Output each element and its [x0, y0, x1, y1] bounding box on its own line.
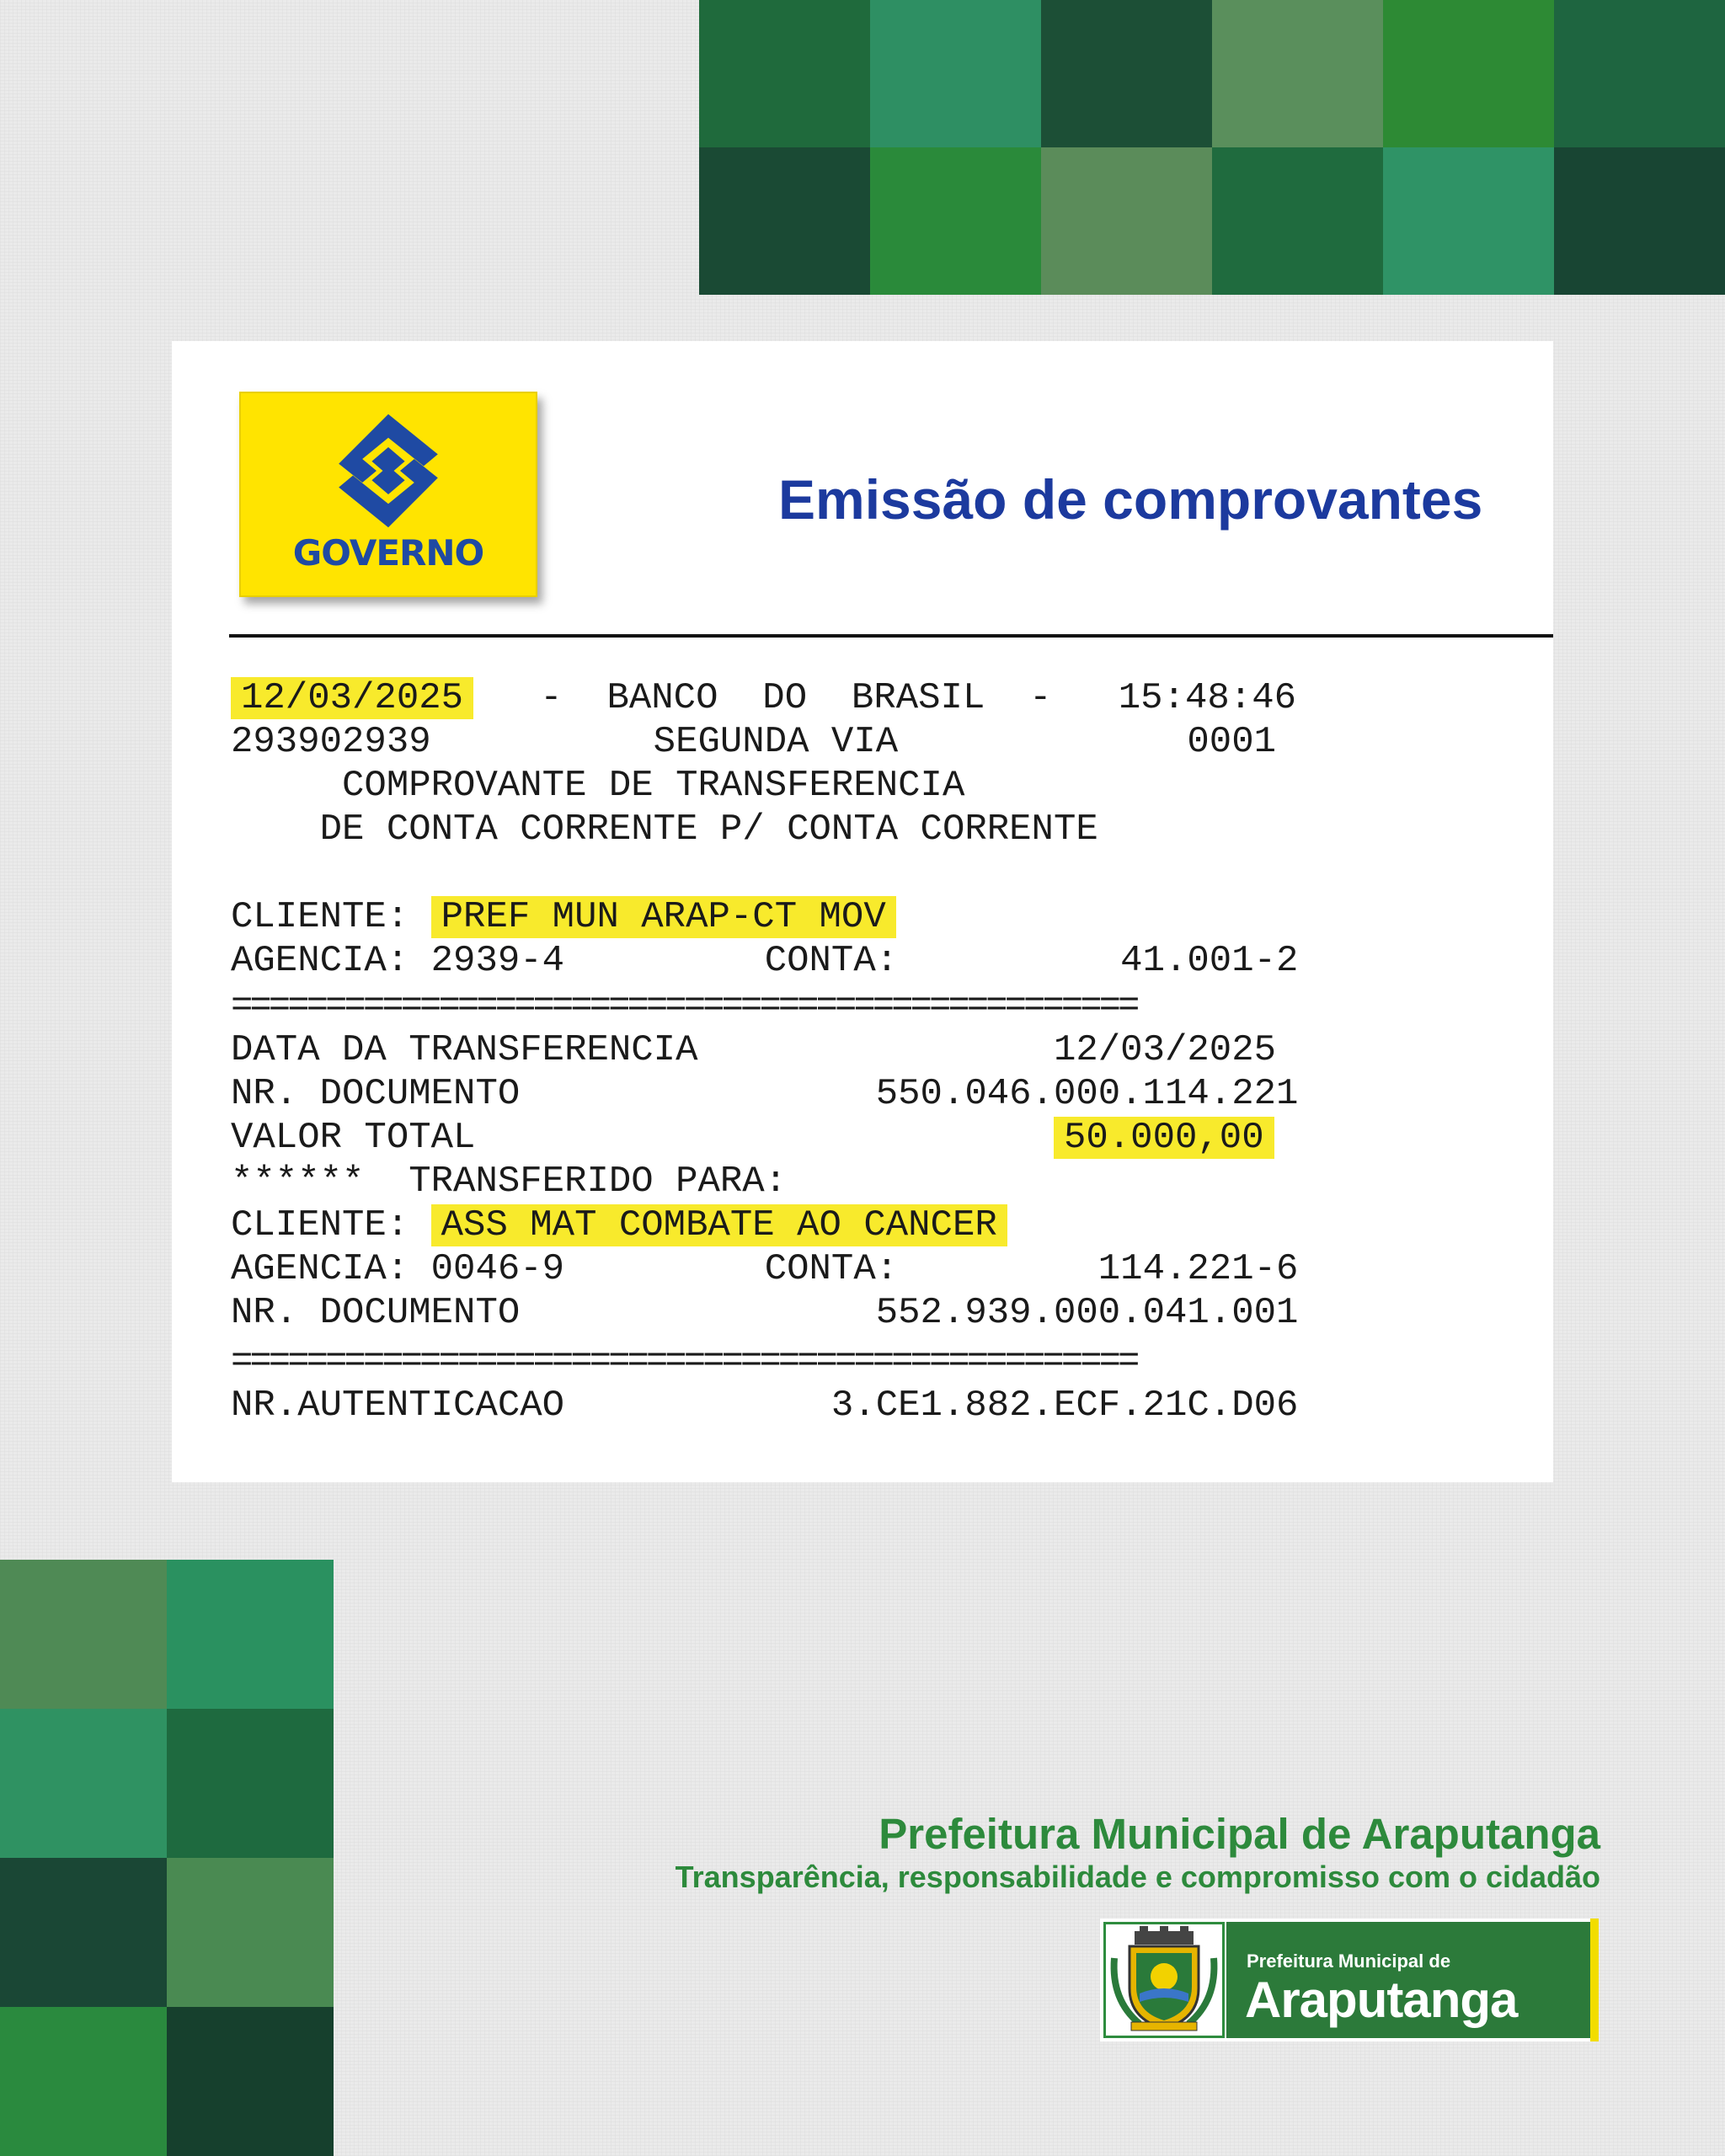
mosaic-tile: [0, 1560, 167, 1709]
separator-line: ================================================: [231, 1343, 1137, 1380]
mosaic-tile: [167, 1560, 334, 1709]
page-title: Emissão de comprovantes: [778, 468, 1483, 531]
mosaic-tile: [1554, 147, 1725, 295]
bb-logo-text: GOVERNO: [292, 532, 484, 574]
receipt-line-4: DE CONTA CORRENTE P/ CONTA CORRENTE: [231, 808, 1098, 851]
mosaic-tile: [870, 0, 1041, 147]
mosaic-tile: [167, 1709, 334, 1858]
bb-logo-icon: [329, 412, 447, 530]
total-label: VALOR TOTAL: [231, 1117, 1054, 1159]
mosaic-tile: [0, 1709, 167, 1858]
coat-of-arms-icon: [1106, 1924, 1222, 2036]
receipt-line-1: [231, 676, 1296, 720]
badge-green-panel: [1226, 1922, 1590, 2038]
receipt-card: [172, 341, 1553, 1482]
mosaic-tile: [870, 147, 1041, 295]
header-divider: [229, 634, 1553, 638]
highlighted-total: 50.000,00: [1054, 1117, 1274, 1159]
dest-agency-line: AGENCIA: 0046-9 CONTA: 114.221-6: [231, 1248, 1299, 1290]
highlighted-client: PREF MUN ARAP-CT MOV: [431, 896, 896, 938]
client-label: CLIENTE:: [231, 896, 431, 938]
mosaic-tile: [699, 0, 870, 147]
receipt-line-3: COMPROVANTE DE TRANSFERENCIA: [231, 765, 965, 807]
dest-client-label: CLIENTE:: [231, 1204, 431, 1246]
bank-line: - BANCO DO BRASIL - 15:48:46: [473, 677, 1297, 719]
agency-line: AGENCIA: 2939-4 CONTA: 41.001-2: [231, 940, 1299, 982]
mosaic-tile: [1383, 147, 1554, 295]
banco-do-brasil-logo: [239, 392, 537, 597]
total-line: [231, 1116, 1274, 1160]
top-right-mosaic: [699, 0, 1725, 295]
mosaic-tile: [167, 1858, 334, 2007]
mosaic-tile: [0, 2007, 167, 2156]
mosaic-tile: [1212, 0, 1383, 147]
authentication-line: NR.AUTENTICACAO 3.CE1.882.ECF.21C.D06: [231, 1385, 1299, 1427]
mosaic-tile: [1554, 0, 1725, 147]
highlighted-dest-client: ASS MAT COMBATE AO CANCER: [431, 1204, 1007, 1246]
badge-yellow-stripe: [1590, 1919, 1599, 2041]
badge-city-name: Araputanga: [1245, 1972, 1518, 2028]
mosaic-tile: [1383, 0, 1554, 147]
mosaic-tile: [167, 2007, 334, 2156]
mosaic-tile: [0, 1858, 167, 2007]
separator-line: ================================================: [231, 988, 1137, 1025]
highlighted-date: 12/03/2025: [231, 677, 473, 719]
mosaic-tile: [1212, 147, 1383, 295]
dest-client-line: [231, 1203, 1007, 1247]
client-line: [231, 895, 896, 939]
badge-subtitle: Prefeitura Municipal de: [1247, 1951, 1451, 1972]
footer-title: Prefeitura Municipal de Araputanga: [879, 1810, 1600, 1858]
transfer-date-line: DATA DA TRANSFERENCIA 12/03/2025: [231, 1029, 1277, 1071]
city-crest: [1103, 1922, 1225, 2038]
receipt-line-2: 293902939 SEGUNDA VIA 0001: [231, 721, 1277, 763]
dest-document-line: NR. DOCUMENTO 552.939.000.041.001: [231, 1292, 1299, 1334]
transfer-to-line: ****** TRANSFERIDO PARA:: [231, 1161, 788, 1203]
footer-subtitle: Transparência, responsabilidade e compromisso com o cidadão: [675, 1860, 1600, 1894]
araputanga-logo-badge: [1100, 1919, 1599, 2041]
mosaic-tile: [1041, 0, 1212, 147]
mosaic-tile: [1041, 147, 1212, 295]
document-line: NR. DOCUMENTO 550.046.000.114.221: [231, 1073, 1299, 1115]
mosaic-tile: [699, 147, 870, 295]
bottom-left-mosaic: [0, 1560, 334, 2156]
